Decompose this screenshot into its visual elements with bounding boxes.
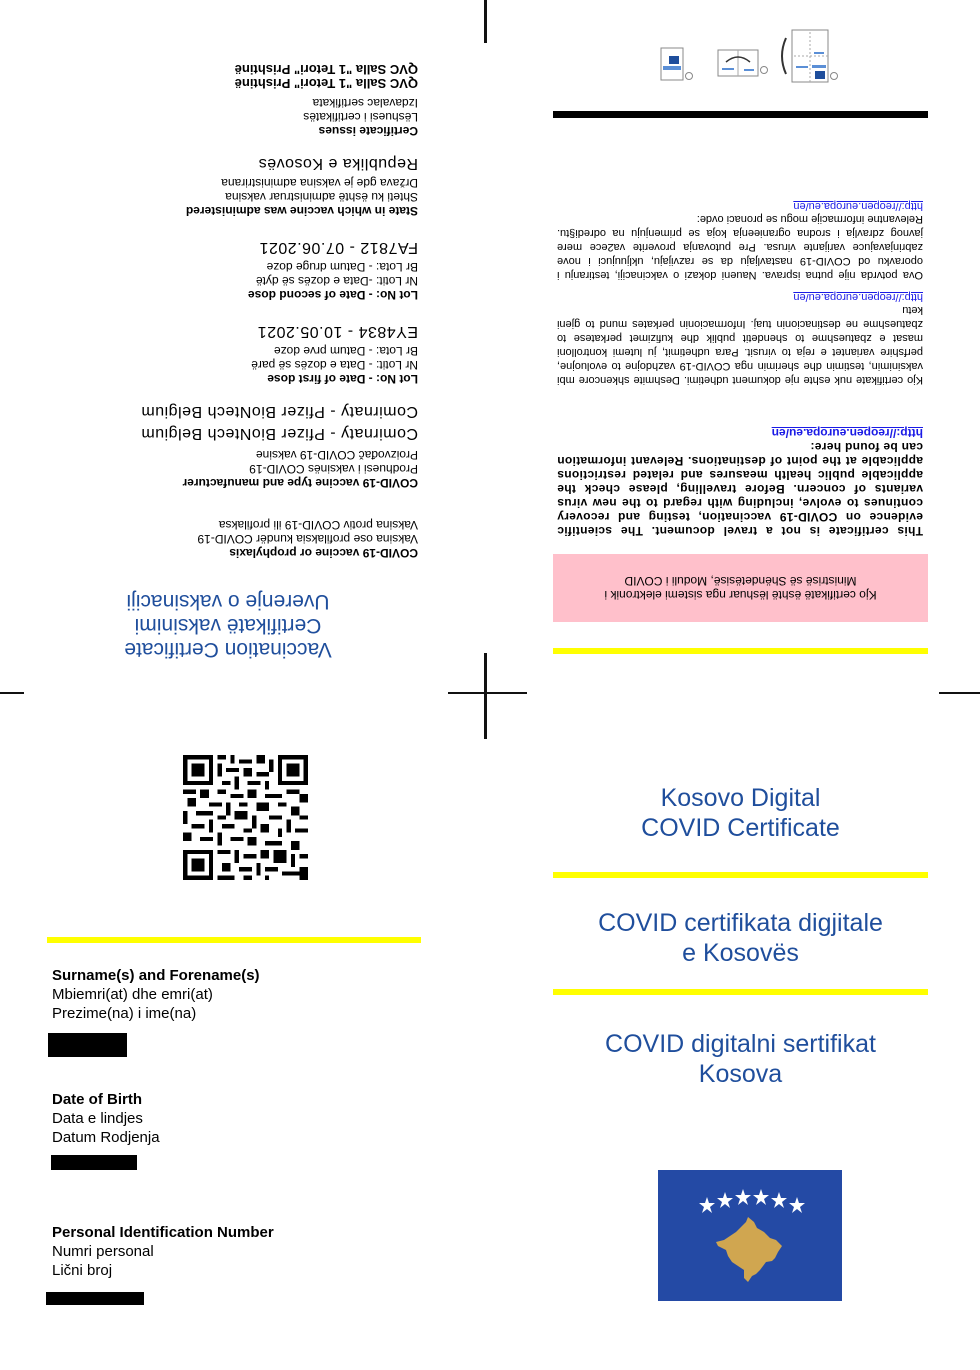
crop-mark-left: [0, 692, 24, 694]
cover-title-sr: COVID digitalni sertifikat Kosova: [605, 1030, 876, 1088]
thick-divider: [553, 111, 928, 118]
personal-divider: [47, 937, 421, 943]
crop-mark-center-h: [448, 692, 527, 694]
second-dose-field: Lot No: - Date of second dose Nr Lotit: -Data e dozës së dytë Br Lota: - Datum druge doze FA7812 - 07.06.2021: [247, 239, 418, 302]
crop-mark-right: [939, 692, 980, 694]
fold-diagram-icon: [638, 24, 838, 84]
disclaimer-en: This certificate is not a travel document. The scientific evidence on COVID-19 vaccination, testing and recovery continues to evolve, including with regard to the new virus variants of concern. Before travelling, please check the applicable public health measures and related restrictions applicable at the point of destinations. Relevant information can be found here: http://reopen.europa.eu/en: [557, 426, 923, 538]
cover-title-en: Kosovo Digital COVID Certificate: [641, 784, 840, 842]
name-redacted-value: [48, 1033, 127, 1057]
fold-instructions: [638, 24, 838, 84]
cover-divider-2: [553, 989, 928, 995]
pin-field: Personal Identification Number Numri personal Lični broj: [52, 1224, 274, 1279]
kosovo-flag: [658, 1170, 842, 1301]
reopen-link-en[interactable]: http://reopen.europa.eu/en: [771, 426, 923, 440]
disclaimer-panel: [553, 0, 928, 690]
disclaimer-sq: Kjo certifikate nuk eshte nje dokument udhetimi. Deshmite shkencore mbi vaksinimin, testimin dhe sherimin nga COVID-19 vazhdojne to evoluojne, perfshire variantet e reja to virusit. Para udhetimit, ju lutemi kontrolloni masat e zbatueshme to shendetit publik dhe kufizimet perkatese to zbatueshme ne destinacionin tuaj. Informacionin perkates mund to gjeni ketu http://reopen.europa.eu/en: [557, 291, 923, 386]
dob-redacted-value: [51, 1155, 137, 1170]
vaccination-details-panel: [0, 0, 485, 690]
state-field: State in which vaccine was administered Shteti ku është administruar vaksina Država gde je vaksina administrirana Republika e Kosovës: [185, 155, 418, 218]
kosovo-flag-icon: [658, 1170, 842, 1301]
qr-code-icon: [182, 755, 309, 880]
divider: [553, 648, 928, 654]
reopen-link-sr[interactable]: http://reopen.europa.eu/en: [793, 200, 923, 212]
issuer-field: Certificate issues Lëshuesi i certifikatës Izdavalac sertifikata QVC Salla "1 Tetori" Prishtinë QVC Salla "1 Tetori" Prishtinë: [234, 62, 418, 138]
vaccine-type-field: COVID-19 vaccine type and manufacturer Prodhuesi i vaksinës COVID-19 Proizvođač COVID-19 vaksine Comirnaty - Pfizer BioNtech Belgium Comirnaty - Pfizer BioNtech Belgium: [140, 403, 418, 490]
first-dose-field: Lot No: - Date of first dose Nr Lotit: - Data e dozës së parë Br Lota: - Datum prve doze EY4834 - 10.05.2021: [251, 323, 418, 386]
qr-code: [182, 755, 309, 880]
disclaimer-sr: Ova potvrda nije putna isprava. Naueni dokazi o vakcinaciji, testiranju i oporavku od COVID-19 nastavljaju da se razvijaju, ukljuujuci i nove zabrinjavajuce varijante virusa. Pre putovanja proverite va2ece mere javnog zdravlja i srodna ogranieenja koja se primenjuju na odredi§tu. Relevantne informacije mogu se pronaci ovde: http://reopen.europa.eu/en: [557, 200, 923, 281]
notice-box: Kjo certifikatë është lëshuar nga sistemi elektronik i Ministrisë së Shëndetësisë, Moduli i COVID: [553, 554, 928, 622]
name-field: Surname(s) and Forename(s) Mbiemri(at) dhe emri(at) Prezime(na) i ime(na): [52, 967, 260, 1022]
vaccination-title: Vaccination Certificate Certifikatë vaksinimi Uverenje o vaksinaciji: [124, 590, 332, 661]
cover-title-sq: COVID certifikata digjitale e Kosovës: [598, 909, 883, 967]
reopen-link-sq[interactable]: http://reopen.europa.eu/en: [793, 291, 923, 303]
prophylaxis-field: COVID-19 vaccine or prophylaxis Vaksina ose profilaksia kundër COVID-19 Vaksina protiv COVID-19 ili profilaksa: [197, 518, 418, 560]
dob-field: Date of Birth Data e lindjes Datum Rodjenja: [52, 1091, 160, 1146]
pin-redacted-value: [46, 1292, 144, 1305]
cover-divider-1: [553, 872, 928, 878]
